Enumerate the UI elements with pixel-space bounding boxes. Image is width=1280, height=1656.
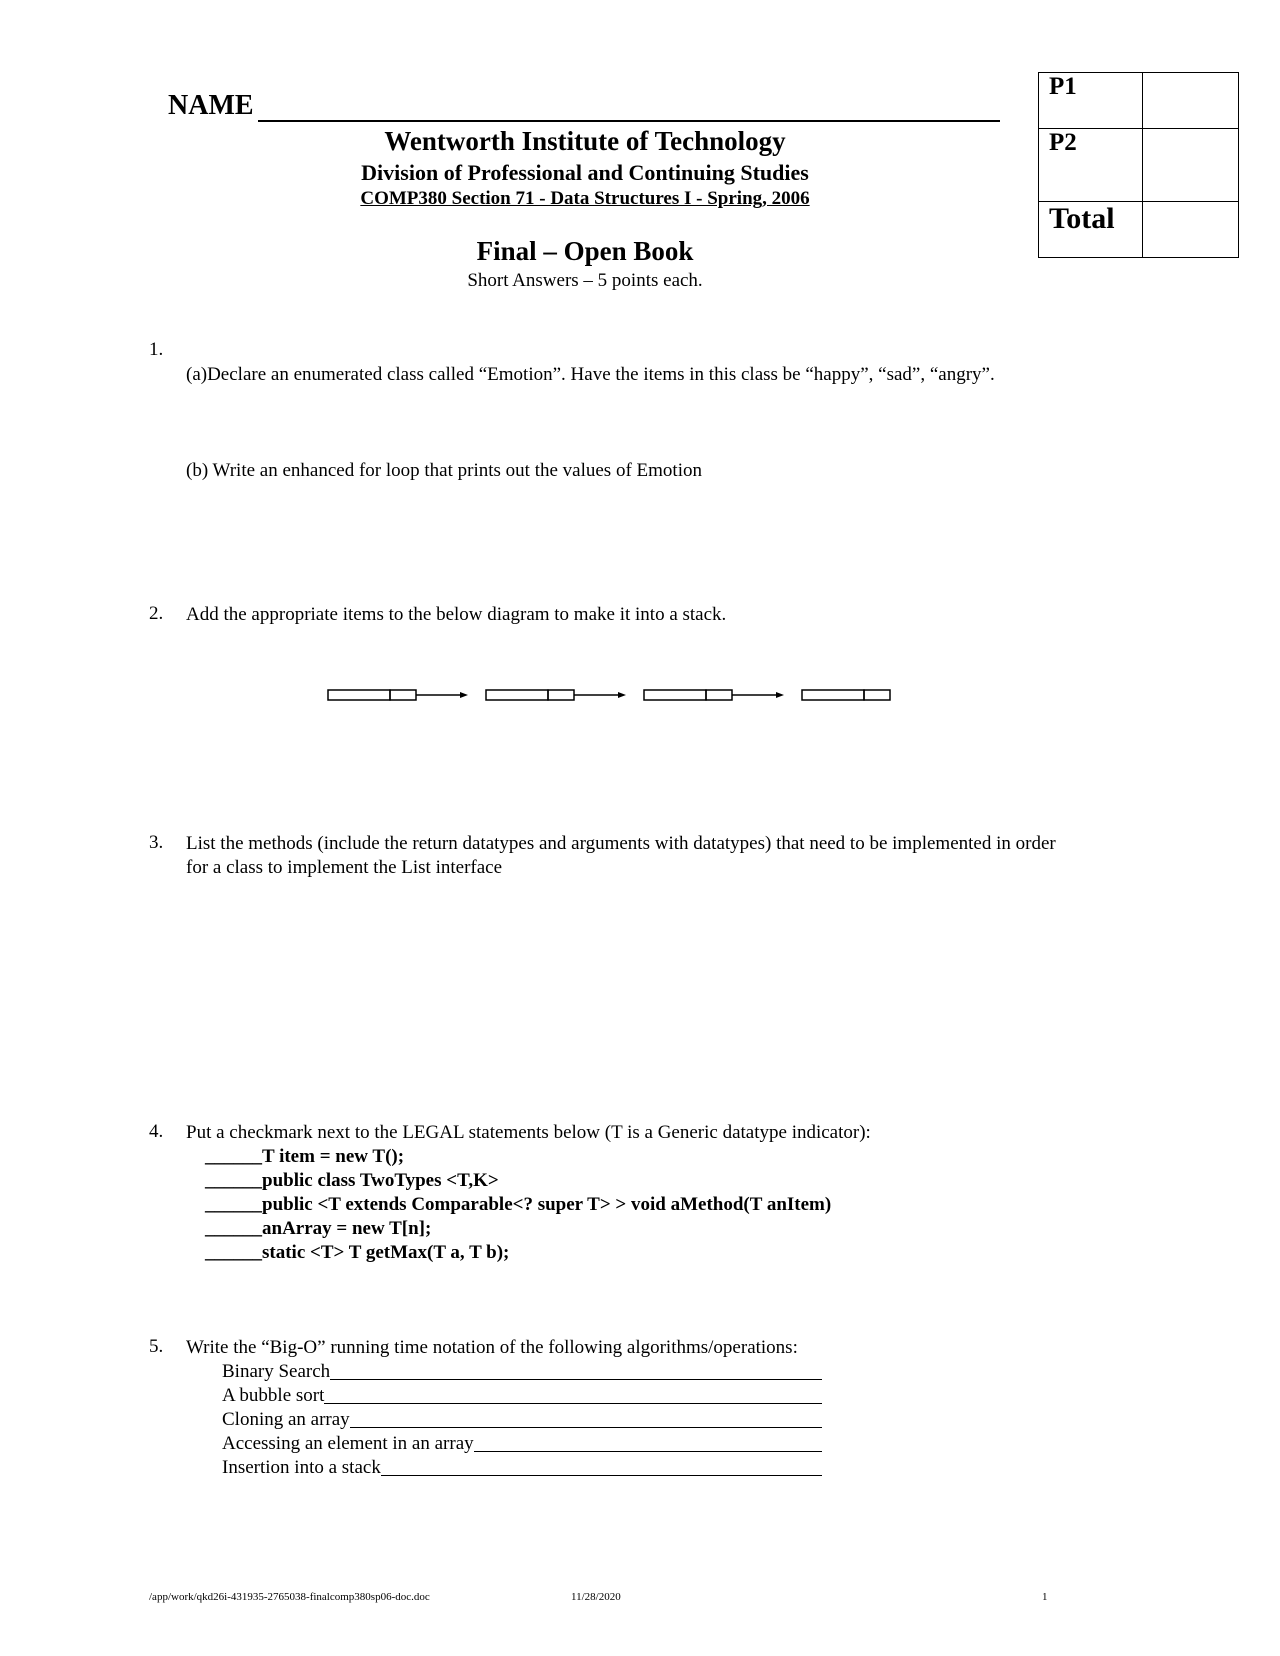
course-title: COMP380 Section 71 - Data Structures I - Spring, 2006: [360, 188, 810, 209]
statement-text: T item = new T();: [262, 1146, 405, 1167]
q3-text-line1: List the methods (include the return datatypes and arguments with datatypes) that need to be implemented in order: [186, 833, 1056, 854]
footer-date: 11/28/2020: [571, 1591, 621, 1603]
linked-list-diagram: [320, 680, 900, 710]
score-table: [1038, 72, 1239, 258]
answer-line: [350, 1408, 822, 1428]
answer-line: [474, 1432, 822, 1452]
score-label-total: Total: [1039, 202, 1143, 258]
bigo-label: A bubble sort: [222, 1385, 325, 1406]
q5-number: 5.: [149, 1336, 164, 1357]
checkmark-blank: ______: [205, 1194, 262, 1215]
q1-number: 1.: [149, 339, 164, 360]
score-row-total: [1039, 202, 1239, 258]
score-cell-p1: [1143, 73, 1239, 129]
division-title: Division of Professional and Continuing Studies: [361, 160, 809, 185]
q4-statement-4: [205, 1217, 431, 1241]
bigo-item-3: [222, 1408, 822, 1432]
bigo-label: Binary Search: [222, 1361, 331, 1382]
q4-statement-1: [205, 1145, 404, 1169]
bigo-item-5: [222, 1456, 822, 1480]
q2-text: Add the appropriate items to the below diagram to make it into a stack.: [186, 604, 727, 625]
exam-title: Final – Open Book: [476, 236, 694, 266]
node-2: [486, 690, 574, 700]
checkmark-blank: ______: [205, 1242, 262, 1263]
answer-line: [381, 1456, 822, 1476]
node-4: [802, 690, 890, 700]
q3-number: 3.: [149, 832, 164, 853]
score-row-p1: [1039, 73, 1239, 129]
q4-statement-2: [205, 1169, 499, 1193]
score-cell-total: [1143, 202, 1239, 258]
statement-text: public <T extends Comparable<? super T> > void aMethod(T anItem): [262, 1194, 832, 1215]
arrow-2: [574, 692, 626, 698]
q1-part-b: (b) Write an enhanced for loop that prints out the values of Emotion: [186, 460, 702, 481]
node-1: [328, 690, 416, 700]
bigo-label: Accessing an element in an array: [222, 1433, 474, 1454]
checkmark-blank: ______: [205, 1146, 262, 1167]
bigo-item-2: [222, 1384, 822, 1408]
score-label-p2: P2: [1039, 129, 1143, 202]
q4-statement-3: [205, 1193, 831, 1217]
bigo-item-4: [222, 1432, 822, 1456]
score-cell-p2: [1143, 129, 1239, 202]
q4-statement-5: [205, 1241, 509, 1265]
q4-text: Put a checkmark next to the LEGAL statements below (T is a Generic datatype indicator):: [186, 1122, 871, 1143]
institution-title: Wentworth Institute of Technology: [384, 126, 786, 156]
bigo-label: Cloning an array: [222, 1409, 350, 1430]
q3-text-line2: for a class to implement the List interface: [186, 857, 503, 878]
bigo-label: Insertion into a stack: [222, 1457, 381, 1478]
statement-text: static <T> T getMax(T a, T b);: [262, 1242, 510, 1263]
name-field-line: [258, 120, 1000, 122]
score-label-p1: P1: [1039, 73, 1143, 129]
q5-text: Write the “Big-O” running time notation of the following algorithms/operations:: [186, 1337, 798, 1358]
q1-part-a: (a)Declare an enumerated class called “Emotion”. Have the items in this class be “happy”, “sad”, “angry”.: [186, 364, 995, 385]
statement-text: anArray = new T[n];: [262, 1218, 432, 1239]
footer-page-number: 1: [1042, 1591, 1048, 1603]
q4-number: 4.: [149, 1121, 164, 1142]
q2-number: 2.: [149, 603, 164, 624]
name-label: NAME: [168, 90, 254, 121]
answer-line: [330, 1360, 822, 1380]
bigo-item-1: [222, 1360, 822, 1384]
arrow-3: [732, 692, 784, 698]
checkmark-blank: ______: [205, 1170, 262, 1191]
answer-line: [324, 1384, 822, 1404]
footer-file-path: /app/work/qkd26i-431935-2765038-finalcomp380sp06-doc.doc: [149, 1591, 430, 1603]
node-3: [644, 690, 732, 700]
arrow-1: [416, 692, 468, 698]
checkmark-blank: ______: [205, 1218, 262, 1239]
score-row-p2: [1039, 129, 1239, 202]
exam-subtitle: Short Answers – 5 points each.: [467, 270, 703, 291]
statement-text: public class TwoTypes <T,K>: [262, 1170, 499, 1191]
